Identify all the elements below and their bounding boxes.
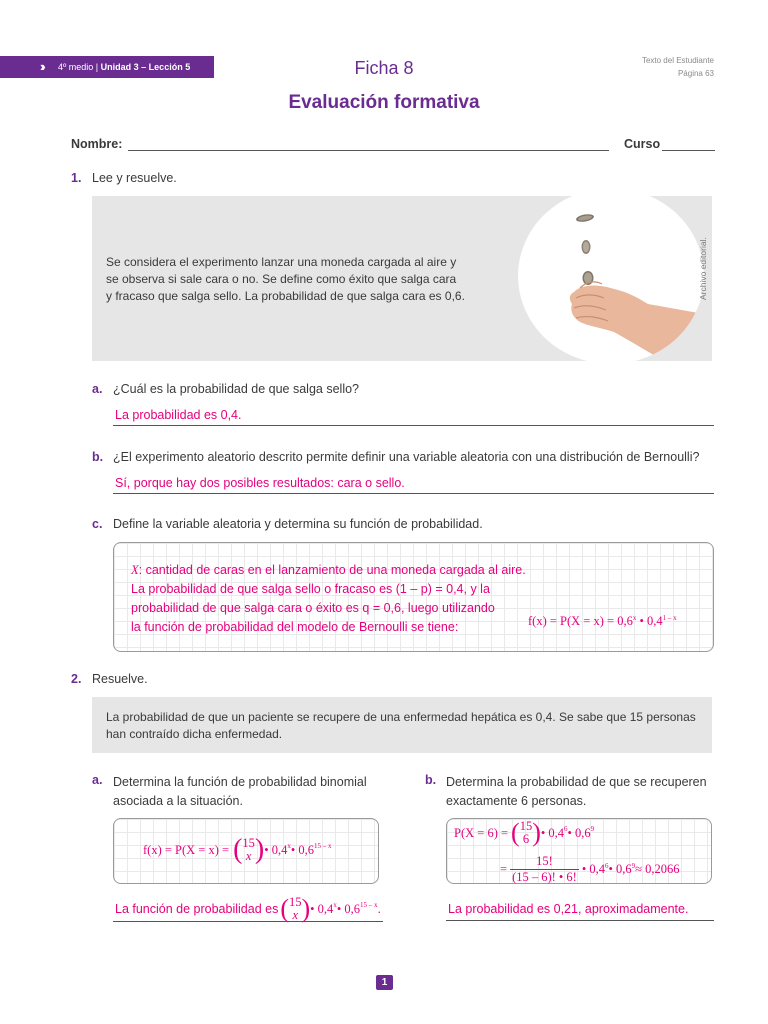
q1b-letter: b. (92, 450, 104, 464)
formula-part: P(X = 6) = (454, 825, 509, 840)
ficha-label: Ficha 8 (354, 58, 414, 78)
factorial-fraction (510, 854, 579, 885)
q1c-answer-text (131, 561, 526, 637)
formula-exponent: 9 (631, 861, 636, 870)
q1c-line2: La probabilidad de que salga sello o fracaso es (1 – p) = 0,4, y la (131, 582, 490, 596)
binom-top: 15 (242, 836, 255, 850)
formula-part: • 0,4 (264, 842, 288, 857)
coin-toss-photo (518, 188, 704, 364)
binom-top: 15 (289, 895, 302, 909)
q2a-answer-line[interactable] (113, 921, 383, 922)
paren-left: ( (511, 818, 520, 847)
equals-sign: = (500, 862, 508, 876)
variable-x: X (131, 563, 139, 577)
q2a-letter: a. (92, 773, 103, 787)
formula-exponent: 9 (590, 825, 595, 833)
q2b-question-line: exactamente 6 personas. (446, 794, 587, 808)
answer-text: • 0,6 (336, 901, 360, 916)
formula-exponent: 6 (604, 861, 609, 870)
binomial-coef (242, 837, 255, 863)
q1c-line4: la función de probabilidad del modelo de Bernoulli se tiene: (131, 620, 459, 634)
q2-title: Resuelve. (92, 672, 148, 686)
formula-exponent: x (333, 901, 337, 909)
fraction-numerator: 15! (510, 854, 579, 870)
formula-part: f(x) = P(X = x) = 0,6 (528, 614, 633, 629)
q1a-answer: La probabilidad es 0,4. (115, 408, 242, 422)
curso-field[interactable] (662, 150, 715, 151)
page-reference: Página 63 (677, 69, 714, 78)
answer-text: • 0,4 (310, 901, 334, 916)
q2-text-line: han contraído dicha enfermedad. (106, 727, 283, 741)
q2b-letter: b. (425, 773, 437, 787)
formula-part: ≈ 0,2066 (635, 862, 680, 876)
formula-exponent: x (287, 842, 291, 850)
nombre-field[interactable] (128, 150, 609, 151)
formula-part: • 0,4 (636, 614, 663, 629)
q2a-question-line: Determina la función de probabilidad binomial (113, 775, 367, 789)
paren-right: ) (301, 894, 311, 923)
badge-unit: Unidad 3 – Lección 5 (100, 62, 191, 72)
binom-top: 15 (519, 819, 533, 833)
formula-part: • 0,4 (581, 862, 605, 876)
paren-left: ( (233, 834, 243, 865)
q2b-question-line: Determina la probabilidad de que se recuperen (446, 775, 707, 789)
formula-exponent: 6 (564, 825, 568, 833)
q1a-question: ¿Cuál es la probabilidad de que salga sello? (113, 382, 359, 396)
binomial-coef (289, 896, 302, 922)
q1c-question: Define la variable aleatoria y determina su función de probabilidad. (113, 517, 483, 531)
q2a-question (113, 773, 367, 811)
q1-text-line: y fracaso que salga sello. La probabilidad de que salga cara es 0,6. (106, 289, 465, 303)
paren-right: ) (532, 818, 541, 847)
binom-bottom: x (245, 849, 252, 863)
q2-context-text (106, 709, 696, 743)
q1-text-line: Se considera el experimento lanzar una moneda cargada al aire y (106, 255, 457, 269)
q2b-answer: La probabilidad es 0,21, aproximadamente. (448, 902, 689, 916)
formula-part: • 0,6 (608, 862, 632, 876)
formula-exponent: 1 – x (662, 614, 677, 622)
q2b-formula-line2 (500, 854, 680, 885)
formula-exponent: 15 – x (314, 842, 332, 850)
bernoulli-formula (528, 614, 677, 629)
q2a-question-line: asociada a la situación. (113, 794, 243, 808)
curso-label: Curso (624, 137, 661, 151)
q2-number: 2. (71, 672, 82, 686)
formula-part: • 0,4 (540, 825, 565, 840)
textbook-reference (642, 54, 714, 80)
binom-bottom: x (292, 908, 299, 922)
q2b-formula-line1 (454, 820, 594, 846)
formula-part: f(x) = P(X = x) = (143, 842, 230, 857)
q1b-answer: Sí, porque hay dos posibles resultados: cara o sello. (115, 476, 405, 490)
q1b-question: ¿El experimento aleatorio descrito permite definir una variable aleatoria con una distribución de Bernoulli? (113, 450, 700, 464)
q1-text-line: se observa si sale cara o no. Se define como éxito que salga cara (106, 272, 457, 286)
formula-exponent: 15 – x (359, 901, 378, 909)
q2b-answer-line[interactable] (446, 920, 714, 921)
formula-exponent: x (632, 614, 637, 622)
answer-text: . (377, 902, 381, 916)
q2-text-line: La probabilidad de que un paciente se recupere de una enfermedad hepática es 0,4. Se sabe que 15 personas (106, 710, 696, 724)
formula-part: • 0,6 (290, 842, 315, 857)
q1-context-text (106, 254, 486, 305)
answer-text: La función de probabilidad es (115, 902, 279, 916)
binomial-formula (143, 836, 332, 864)
textbook-label: Texto del Estudiante (641, 56, 714, 65)
formula-part: • 0,6 (567, 825, 591, 840)
photo-credit: Archivo editorial. (698, 237, 708, 300)
fraction-denominator: (15 – 6)! • 6! (512, 870, 577, 884)
binom-bottom: 6 (522, 832, 530, 846)
badge-grade: 4º medio | (58, 62, 99, 72)
paren-right: ) (254, 834, 265, 865)
binomial-coef (520, 820, 533, 846)
paren-left: ( (280, 894, 289, 923)
q2b-question (446, 773, 707, 811)
page-title: Evaluación formativa (288, 92, 480, 113)
q1c-line1: : cantidad de caras en el lanzamiento de una moneda cargada al aire. (138, 563, 526, 577)
chevron-right-icon: ›› (40, 59, 43, 74)
q1b-answer-line[interactable] (113, 493, 714, 494)
nombre-label: Nombre: (71, 137, 123, 151)
q1-number: 1. (71, 171, 82, 185)
q1a-answer-line[interactable] (113, 425, 714, 426)
q2a-answer (115, 896, 381, 922)
q1c-line3: probabilidad de que salga cara o éxito es q = 0,6, luego utilizando (131, 601, 495, 615)
q1a-letter: a. (92, 382, 103, 396)
page-number: 1 (376, 975, 393, 990)
q1c-letter: c. (92, 517, 103, 531)
q1-title: Lee y resuelve. (92, 171, 177, 185)
